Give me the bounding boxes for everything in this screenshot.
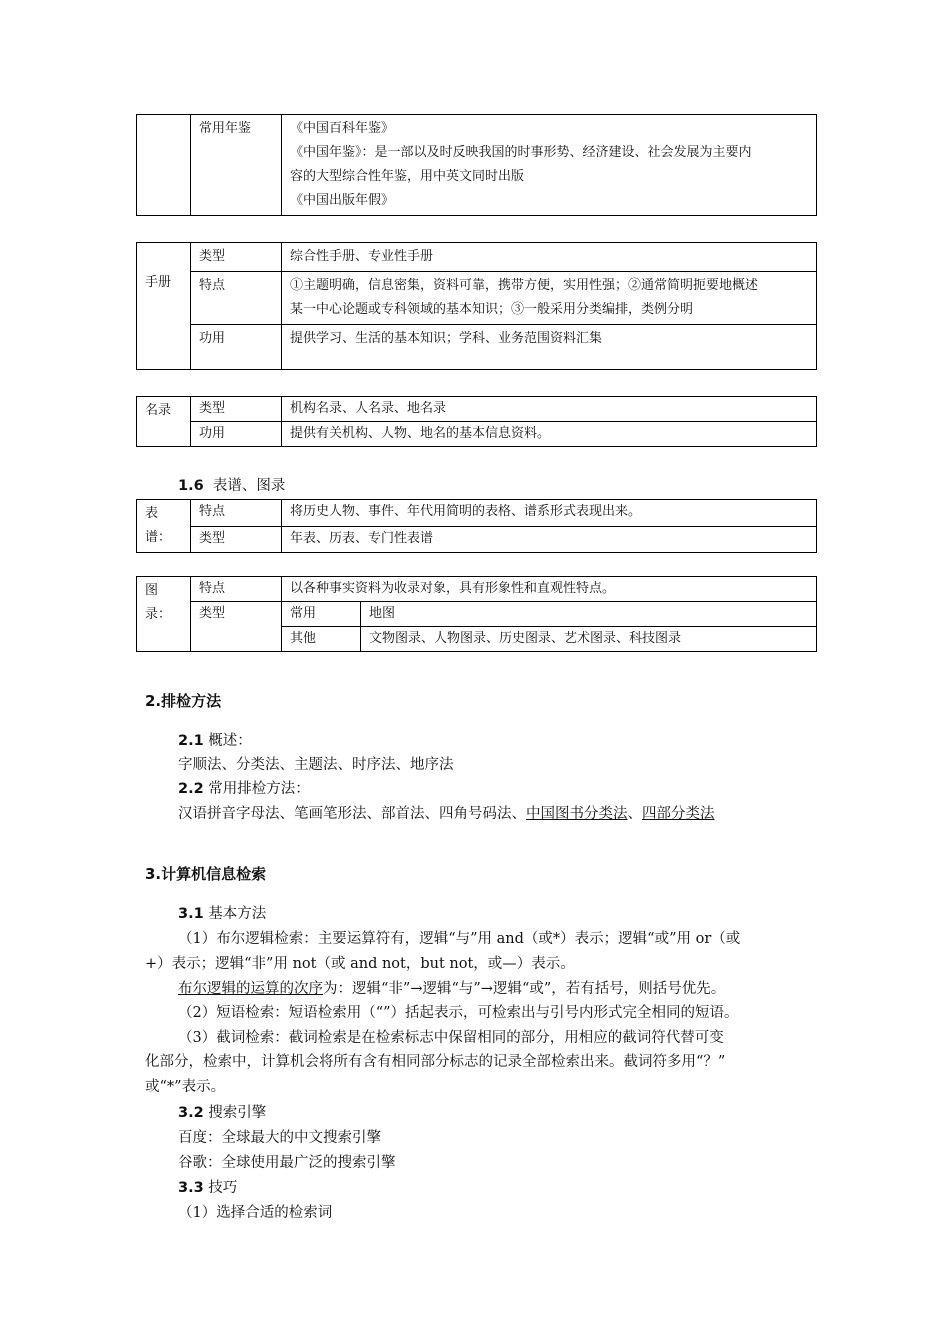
row-value: 提供有关机构、人物、地名的基本信息资料。 bbox=[282, 422, 817, 447]
sub-value: 地图 bbox=[361, 602, 817, 627]
paragraph: +）表示；逻辑“非”用 not（或 and not，but not，或—）表示。 bbox=[145, 956, 575, 972]
paragraph: 布尔逻辑的运算的次序为：逻辑“非”→逻辑“与”→逻辑“或”，若有括号，则括号优先。 bbox=[178, 981, 726, 997]
row-label: 特点 bbox=[191, 577, 282, 602]
paragraph: （1）选择合适的检索词 bbox=[178, 1205, 333, 1221]
row-label: 功用 bbox=[191, 325, 282, 370]
link-four-part-classification[interactable]: 四部分类法 bbox=[642, 806, 715, 822]
sub-label: 常用 bbox=[282, 602, 361, 627]
row-label: 类型 bbox=[191, 397, 282, 422]
row-label: 功用 bbox=[191, 422, 282, 447]
yearbook-line: 容的大型综合性年鉴，用中英文同时出版 bbox=[290, 169, 525, 184]
section-heading-1-6: 1.6 表谱、图录 bbox=[178, 478, 286, 494]
table-chart-category: 表谱： bbox=[137, 500, 191, 553]
row-label: 特点 bbox=[191, 500, 282, 527]
paragraph: （1）布尔逻辑检索：主要运算符有，逻辑“与”用 and（或*）表示；逻辑“或”用 or（或 bbox=[178, 931, 741, 947]
directory-table bbox=[136, 396, 817, 447]
row-label: 类型 bbox=[191, 526, 282, 553]
row-value: 机构名录、人名录、地名录 bbox=[282, 397, 817, 422]
section-heading-3: 3.计算机信息检索 bbox=[145, 865, 267, 883]
yearbook-content bbox=[282, 115, 817, 216]
paragraph: 谷歌：全球使用最广泛的搜索引擎 bbox=[178, 1155, 396, 1171]
paragraph: 汉语拼音字母法、笔画笔形法、部首法、四角号码法、中国图书分类法、四部分类法 bbox=[178, 806, 715, 822]
paragraph: 化部分，检索中，计算机会将所有含有相同部分标志的记录全部检索出来。截词符多用“？” bbox=[145, 1054, 726, 1070]
yearbook-label: 常用年鉴 bbox=[191, 115, 282, 216]
subheading-2-2: 2.2 常用排检方法： bbox=[178, 781, 310, 797]
directory-category: 名录 bbox=[137, 397, 191, 447]
row-value: ①主题明确，信息密集，资料可靠，携带方便，实用性强；②通常简明扼要地概述 某一中心论题或专科领域的基本知识；③一般采用分类编排，类例分明 bbox=[282, 272, 817, 325]
row-value: 将历史人物、事件、年代用简明的表格、谱系形式表现出来。 bbox=[282, 500, 817, 527]
handbook-table bbox=[136, 242, 817, 370]
paragraph: 字顺法、分类法、主题法、时序法、地序法 bbox=[178, 757, 454, 773]
subheading-2-1: 2.1 概述： bbox=[178, 733, 252, 749]
row-label: 类型 bbox=[191, 602, 282, 652]
row-value: 以各种事实资料为收录对象，具有形象性和直观性特点。 bbox=[282, 577, 817, 602]
link-chinese-library-classification[interactable]: 中国图书分类法 bbox=[526, 806, 628, 822]
table-chart-table bbox=[136, 499, 817, 553]
row-value: 年表、历表、专门性表谱 bbox=[282, 526, 817, 553]
subheading-3-2: 3.2 搜索引擎 bbox=[178, 1105, 267, 1121]
row-value: 综合性手册、专业性手册 bbox=[282, 243, 817, 272]
paragraph: （2）短语检索：短语检索用（“”）括起表示，可检索出与引号内形式完全相同的短语。 bbox=[178, 1005, 739, 1021]
atlas-table bbox=[136, 576, 817, 652]
yearbook-line: 《中国百科年鉴》 bbox=[290, 121, 395, 136]
handbook-category: 手册 bbox=[137, 243, 191, 370]
sub-label: 其他 bbox=[282, 627, 361, 652]
subheading-3-1: 3.1 基本方法 bbox=[178, 906, 267, 922]
yearbook-line: 《中国年鉴》：是一部以及时反映我国的时事形势、经济建设、社会发展为主要内 bbox=[290, 145, 752, 160]
paragraph: 或“*”表示。 bbox=[145, 1079, 226, 1095]
sub-value: 文物图录、人物图录、历史图录、艺术图录、科技图录 bbox=[361, 627, 817, 652]
yearbook-line: 《中国出版年假》 bbox=[290, 193, 395, 208]
empty-category-cell bbox=[137, 115, 191, 216]
row-label: 特点 bbox=[191, 272, 282, 325]
row-value: 提供学习、生活的基本知识；学科、业务范围资料汇集 bbox=[282, 325, 817, 370]
paragraph: （3）截词检索：截词检索是在检索标志中保留相同的部分，用相应的截词符代替可变 bbox=[178, 1030, 724, 1046]
atlas-category: 图录： bbox=[137, 577, 191, 652]
section-heading-2: 2.排检方法 bbox=[145, 692, 222, 710]
paragraph: 百度：全球最大的中文搜索引擎 bbox=[178, 1130, 381, 1146]
row-label: 类型 bbox=[191, 243, 282, 272]
subheading-3-3: 3.3 技巧 bbox=[178, 1180, 238, 1196]
yearbook-table bbox=[136, 114, 817, 216]
